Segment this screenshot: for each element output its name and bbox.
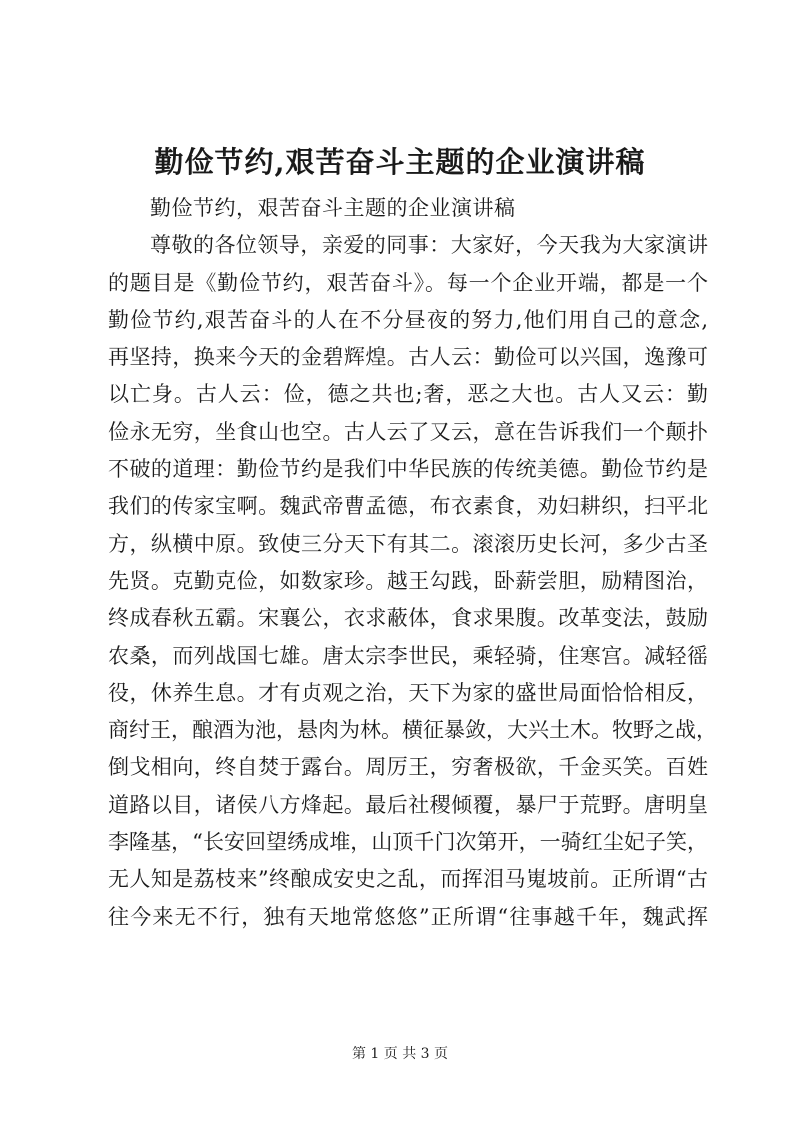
paragraph-line: 终成春秋五霸。宋襄公，衣求蔽体，食求果腹。改革变法，鼓励 [108, 606, 708, 631]
document-subtitle: 勤俭节约，艰苦奋斗主题的企业演讲稿 [150, 196, 516, 220]
paragraph-line: 不破的道理：勤俭节约是我们中华民族的传统美德。勤俭节约是 [108, 457, 708, 482]
paragraph-line: 道路以目，诸侯八方烽起。最后社稷倾覆，暴尸于荒野。唐明皇 [108, 792, 708, 817]
paragraph-line: 役，休养生息。才有贞观之治，天下为家的盛世局面恰恰相反， [108, 680, 708, 705]
paragraph-line: 无人知是荔枝来”终酿成安史之乱，而挥泪马嵬坡前。正所谓“古 [108, 867, 708, 892]
paragraph-line: 勤俭节约,艰苦奋斗的人在不分昼夜的努力,他们用自己的意念, [108, 307, 708, 332]
page-number-footer: 第 1 页 共 3 页 [351, 1046, 449, 1062]
paragraph-line: 方，纵横中原。致使三分天下有其二。滚滚历史长河，多少古圣 [108, 531, 708, 556]
paragraph-line: 俭永无穷，坐食山也空。古人云了又云，意在告诉我们一个颠扑 [108, 419, 708, 444]
paragraph-line: 先贤。克勤克俭，如数家珍。越王勾践，卧薪尝胆，励精图治， [108, 568, 708, 593]
document-body [108, 190, 717, 936]
paragraph-line: 我们的传家宝啊。魏武帝曹孟德，布衣素食，劝妇耕织，扫平北 [108, 494, 708, 519]
paragraph-line: 的题目是《勤俭节约，艰苦奋斗》。每一个企业开端，都是一个 [108, 270, 708, 295]
paragraph-line: 农桑，而列战国七雄。唐太宗李世民，乘轻骑，住寒宫。减轻徭 [108, 643, 708, 668]
paragraph-line: 倒戈相向，终自焚于露台。周厉王，穷奢极欲，千金买笑。百姓 [108, 755, 708, 780]
document-title: 勤俭节约,艰苦奋斗主题的企业演讲稿 [154, 145, 646, 179]
paragraph-line: 商纣王，酿酒为池，悬肉为林。横征暴敛，大兴土木。牧野之战， [108, 718, 717, 743]
paragraph-line: 再坚持，换来今天的金碧辉煌。古人云：勤俭可以兴国，逸豫可 [108, 345, 708, 370]
paragraph-line: 以亡身。古人云：俭，德之共也;奢，恶之大也。古人又云：勤 [108, 382, 708, 407]
paragraph-line: 尊敬的各位领导，亲爱的同事：大家好，今天我为大家演讲 [150, 233, 708, 258]
paragraph-line: 李隆基，“长安回望绣成堆，山顶千门次第开，一骑红尘妃子笑， [108, 830, 708, 855]
paragraph-line: 往今来无不行，独有天地常悠悠”正所谓“往事越千年，魏武挥 [108, 904, 708, 929]
